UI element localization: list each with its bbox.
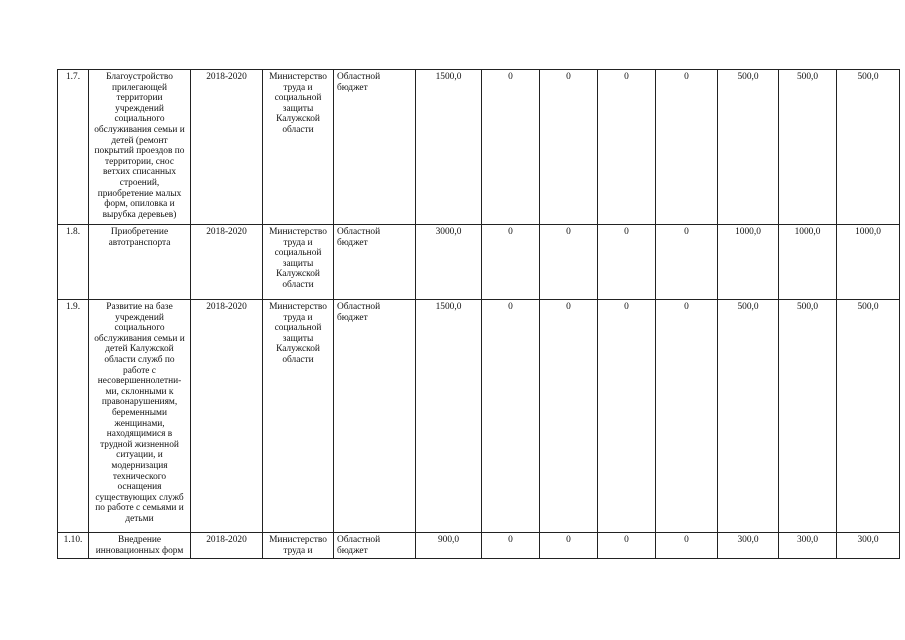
- table-row: [58, 70, 900, 225]
- value-total: 3000,0: [416, 225, 482, 300]
- value-cell: 1000,0: [718, 225, 779, 300]
- funding-source: Областной бюджет: [334, 533, 416, 559]
- value-cell: 0: [482, 225, 540, 300]
- value-cell: 300,0: [779, 533, 837, 559]
- value-total: 1500,0: [416, 300, 482, 533]
- table-row: [58, 533, 900, 559]
- table-row: [58, 300, 900, 533]
- row-number: 1.10.: [58, 533, 89, 559]
- value-cell: 0: [540, 225, 598, 300]
- value-cell: 0: [656, 225, 718, 300]
- value-total: 900,0: [416, 533, 482, 559]
- executor: Министерство труда и: [263, 533, 334, 559]
- value-cell: 500,0: [718, 300, 779, 533]
- value-total: 1500,0: [416, 70, 482, 225]
- value-cell: 0: [598, 300, 656, 533]
- value-cell: 0: [598, 70, 656, 225]
- funding-source: Областной бюджет: [334, 225, 416, 300]
- executor: Министерство труда и социальной защиты Калужской области: [263, 300, 334, 533]
- value-cell: 500,0: [837, 300, 900, 533]
- value-cell: 0: [540, 70, 598, 225]
- value-cell: 0: [540, 533, 598, 559]
- period: 2018-2020: [191, 70, 263, 225]
- value-cell: 0: [598, 225, 656, 300]
- value-cell: 0: [598, 533, 656, 559]
- value-cell: 500,0: [779, 300, 837, 533]
- value-cell: 0: [482, 533, 540, 559]
- value-cell: 0: [656, 70, 718, 225]
- period: 2018-2020: [191, 300, 263, 533]
- value-cell: 0: [482, 70, 540, 225]
- value-cell: 500,0: [837, 70, 900, 225]
- period: 2018-2020: [191, 225, 263, 300]
- row-number: 1.7.: [58, 70, 89, 225]
- value-cell: 1000,0: [837, 225, 900, 300]
- value-cell: 0: [656, 533, 718, 559]
- value-cell: 0: [540, 300, 598, 533]
- value-cell: 500,0: [718, 70, 779, 225]
- funding-source: Областной бюджет: [334, 300, 416, 533]
- value-cell: 300,0: [718, 533, 779, 559]
- executor: Министерство труда и социальной защиты Калужской области: [263, 70, 334, 225]
- measure-name: Приобретение автотранспорта: [89, 225, 191, 300]
- executor: Министерство труда и социальной защиты Калужской области: [263, 225, 334, 300]
- measure-name: Развитие на базе учреждений социального обслуживания семьи и детей Калужской области служб по работе с несовершеннолетни-ми, склонными к правонарушениям, беременными женщинами, находящимися в трудной жизненной ситуации, и модернизация технического оснащения существующих служб по работе с семьями и детьми: [89, 300, 191, 533]
- table-row: [58, 225, 900, 300]
- measure-name: Благоустройство прилегающей территории учреждений социального обслуживания семьи и детей (ремонт покрытий проездов по территории, снос ветхих списанных строений, приобретение малых форм, опиловка и вырубка деревьев): [89, 70, 191, 225]
- value-cell: 0: [482, 300, 540, 533]
- value-cell: 500,0: [779, 70, 837, 225]
- value-cell: 0: [656, 300, 718, 533]
- measure-name: Внедрение инновационных форм: [89, 533, 191, 559]
- value-cell: 300,0: [837, 533, 900, 559]
- row-number: 1.9.: [58, 300, 89, 533]
- period: 2018-2020: [191, 533, 263, 559]
- funding-source: Областной бюджет: [334, 70, 416, 225]
- program-table: [57, 69, 900, 559]
- value-cell: 1000,0: [779, 225, 837, 300]
- row-number: 1.8.: [58, 225, 89, 300]
